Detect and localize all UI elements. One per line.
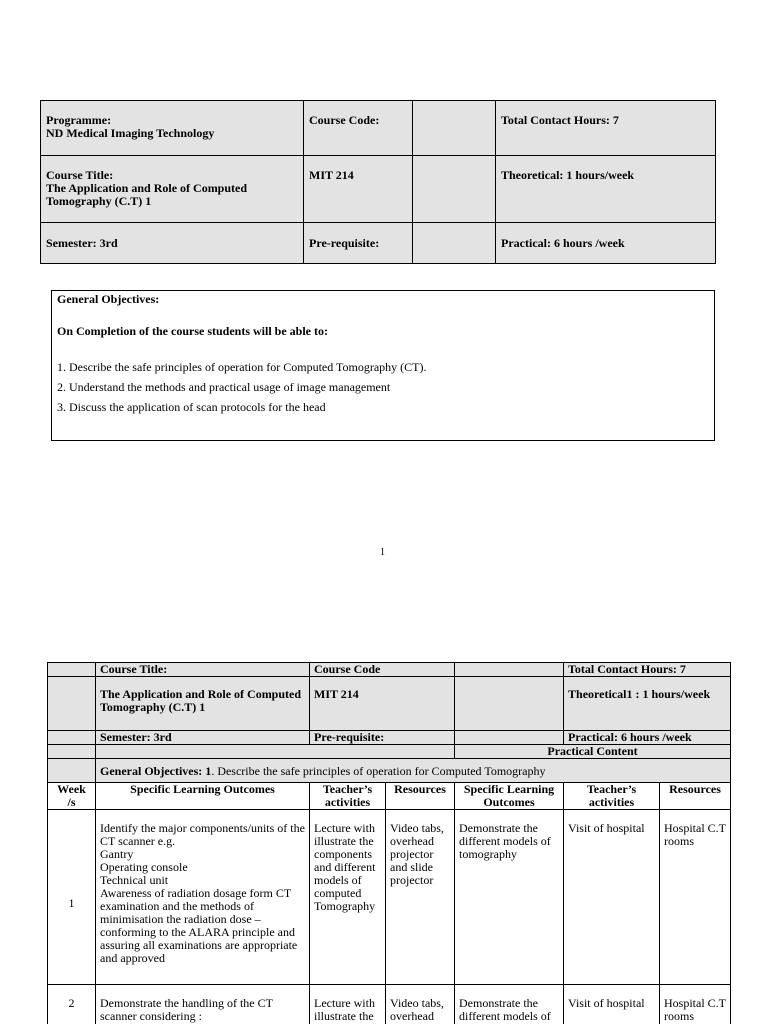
course-title-line1: The Application and Role of Computed — [100, 687, 302, 701]
semester: Semester: 3rd — [96, 731, 310, 745]
slo-practical: Demonstrate the different models of — [455, 985, 564, 1024]
slo-practical: Demonstrate the different models of tomography — [455, 810, 564, 985]
empty-cell — [48, 677, 96, 731]
col-header-resources: Resources — [386, 783, 455, 810]
course-title-line1: The Application and Role of Computed — [46, 181, 248, 195]
general-objectives-row — [96, 759, 731, 783]
course-code-value: MIT 214 — [304, 156, 413, 223]
page-number: 1 — [380, 547, 385, 558]
empty-cell — [413, 101, 496, 156]
teacher-activities: Lecture with illustrate the components and different models of computed Tomography — [310, 810, 386, 985]
course-title-cell — [41, 156, 304, 223]
theoretical-hours: Theoretical: 1 hours/week — [496, 156, 716, 223]
empty-cell — [413, 156, 496, 223]
slo-line: Awareness of radiation dosage form CT examination and the methods of minimisation the radiation dose – conforming to the ALARA principle and assuring all examinations are appropriate and approved — [100, 886, 298, 965]
table-row — [48, 985, 731, 1024]
slo-line: Gantry — [100, 847, 134, 861]
practical-hours: Practical: 6 hours /week — [564, 731, 731, 745]
resources: Video tabs, overhead projector and slide projector — [386, 810, 455, 985]
total-contact-hours: Total Contact Hours: 7 — [496, 101, 716, 156]
col-header-slo: Specific Learning Outcomes — [96, 783, 310, 810]
programme-cell — [41, 101, 304, 156]
general-objectives-box — [51, 290, 715, 441]
total-contact-hours: Total Contact Hours: 7 — [564, 663, 731, 677]
objective-item: 3. Discuss the application of scan protocols for the head — [57, 400, 326, 414]
slo-line: Demonstrate the handling of the CT scanner considering : — [100, 996, 273, 1023]
slo-line: Identify the major components/units of the CT scanner e.g. — [100, 821, 305, 848]
empty-cell — [413, 223, 496, 264]
course-code-value: MIT 214 — [310, 677, 455, 731]
prerequisite-label: Pre-requisite: — [304, 223, 413, 264]
empty-cell — [48, 663, 96, 677]
empty-cell — [455, 663, 564, 677]
table-row — [48, 810, 731, 985]
objectives-heading: General Objectives: — [57, 292, 160, 306]
resources-practical: Hospital C.T rooms — [660, 985, 731, 1024]
practical-hours: Practical: 6 hours /week — [496, 223, 716, 264]
resources-practical: Hospital C.T rooms — [660, 810, 731, 985]
col-header-week: Week /s — [48, 783, 96, 810]
empty-cell — [48, 759, 96, 783]
col-header-slo-practical: Specific Learning Outcomes — [455, 783, 564, 810]
col-header-resources-practical: Resources — [660, 783, 731, 810]
course-code-label: Course Code: — [304, 101, 413, 156]
programme-label: Programme: — [46, 113, 112, 127]
teacher-activities: Lecture with illustrate the — [310, 985, 386, 1024]
slo-line: Technical unit — [100, 873, 169, 887]
course-header-table — [40, 100, 716, 264]
col-header-teacher-practical: Teacher’s activities — [564, 783, 660, 810]
slo-cell — [96, 810, 310, 985]
week-number: 2 — [48, 985, 96, 1024]
objective-item: 1. Describe the safe principles of operation for Computed Tomography (CT). — [57, 360, 427, 374]
general-objectives-text: . Describe the safe principles of operation for Computed Tomography — [211, 764, 546, 778]
programme-value: ND Medical Imaging Technology — [46, 126, 215, 140]
course-title-label: Course Title: — [96, 663, 310, 677]
empty-cell — [455, 677, 564, 731]
practical-content-heading: Practical Content — [455, 745, 731, 759]
course-title-cell — [96, 677, 310, 731]
empty-cell — [48, 731, 96, 745]
teacher-activities-practical: Visit of hospital — [564, 810, 660, 985]
col-header-teacher: Teacher’s activities — [310, 783, 386, 810]
empty-cell — [48, 745, 96, 759]
course-content-table — [47, 662, 731, 1024]
semester: Semester: 3rd — [41, 223, 304, 264]
theoretical-hours: Theoretical1 : 1 hours/week — [564, 677, 731, 731]
course-title-label: Course Title: — [46, 168, 114, 182]
empty-cell — [96, 745, 455, 759]
general-objectives-label: General Objectives: 1 — [100, 764, 212, 778]
empty-cell — [455, 731, 564, 745]
teacher-activities-practical: Visit of hospital — [564, 985, 660, 1024]
slo-line: Operating console — [100, 860, 188, 874]
objectives-subheading: On Completion of the course students will be able to: — [57, 324, 328, 338]
course-code-label: Course Code — [310, 663, 455, 677]
resources: Video tabs, overhead — [386, 985, 455, 1024]
prerequisite-label: Pre-requisite: — [310, 731, 455, 745]
course-title-line2: Tomography (C.T) 1 — [46, 194, 152, 208]
slo-cell — [96, 985, 310, 1024]
week-number: 1 — [48, 810, 96, 985]
objective-item: 2. Understand the methods and practical usage of image management — [57, 380, 391, 394]
course-title-line2: Tomography (C.T) 1 — [100, 700, 206, 714]
